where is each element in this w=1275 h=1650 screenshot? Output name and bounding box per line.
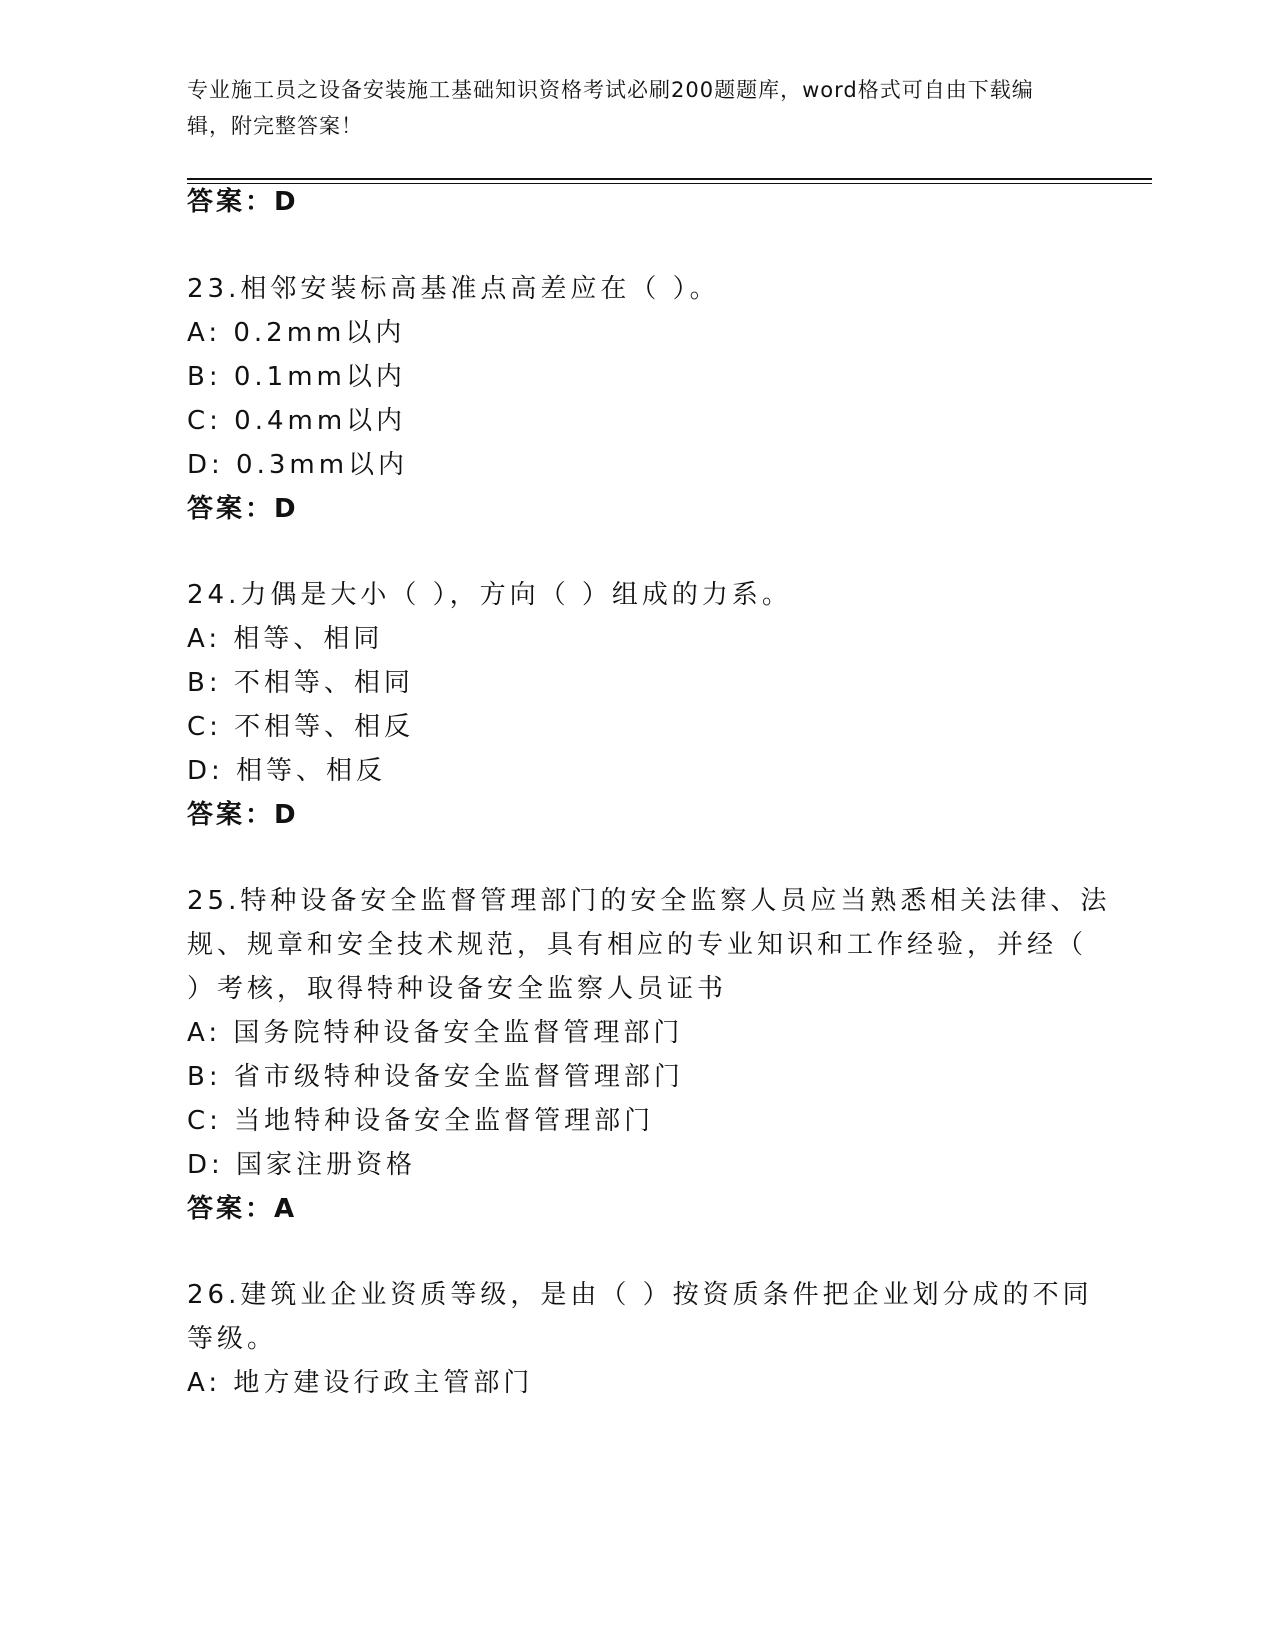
question-25-stem-line-2: 规、规章和安全技术规范，具有相应的专业知识和工作经验，并经（ (187, 930, 1088, 960)
question-24-stem: 24.力偶是大小（ ），方向（ ）组成的力系。 (187, 580, 792, 610)
question-25-stem-line-1: 25.特种设备安全监督管理部门的安全监察人员应当熟悉相关法律、法 (187, 886, 1111, 916)
question-25-option-d: D: 国家注册资格 (187, 1150, 417, 1180)
question-23-answer: 答案：D (187, 494, 299, 524)
question-24-option-b: B: 不相等、相同 (187, 668, 414, 698)
question-24-answer: 答案：D (187, 800, 299, 830)
question-23-option-b: B: 0.1mm以内 (187, 362, 406, 392)
question-24-option-a: A: 相等、相同 (187, 624, 384, 654)
question-26-stem-line-1: 26.建筑业企业资质等级，是由（ ）按资质条件把企业划分成的不同 (187, 1280, 1093, 1310)
question-25-option-a: A: 国务院特种设备安全监督管理部门 (187, 1018, 684, 1048)
question-23-stem: 23.相邻安装标高基准点高差应在（ ）。 (187, 274, 720, 304)
question-24-option-d: D: 相等、相反 (187, 756, 387, 786)
question-26-stem-line-2: 等级。 (187, 1324, 278, 1354)
question-23-option-c: C: 0.4mm以内 (187, 406, 407, 436)
question-26-option-a: A: 地方建设行政主管部门 (187, 1368, 534, 1398)
document-header: 专业施工员之设备安装施工基础知识资格考试必刷200题题库，word格式可自由下载编辑，附完整答案！ (187, 78, 1034, 138)
question-24-option-c: C: 不相等、相反 (187, 712, 415, 742)
question-23-option-a: A: 0.2mm以内 (187, 318, 406, 348)
question-25-option-c: C: 当地特种设备安全监督管理部门 (187, 1106, 655, 1136)
question-25-answer: 答案：A (187, 1194, 298, 1224)
previous-answer: 答案：D (187, 187, 299, 217)
question-25-stem-line-3: ）考核，取得特种设备安全监察人员证书 (187, 974, 728, 1004)
question-25-option-b: B: 省市级特种设备安全监督管理部门 (187, 1062, 684, 1092)
question-23-option-d: D: 0.3mm以内 (187, 450, 409, 480)
